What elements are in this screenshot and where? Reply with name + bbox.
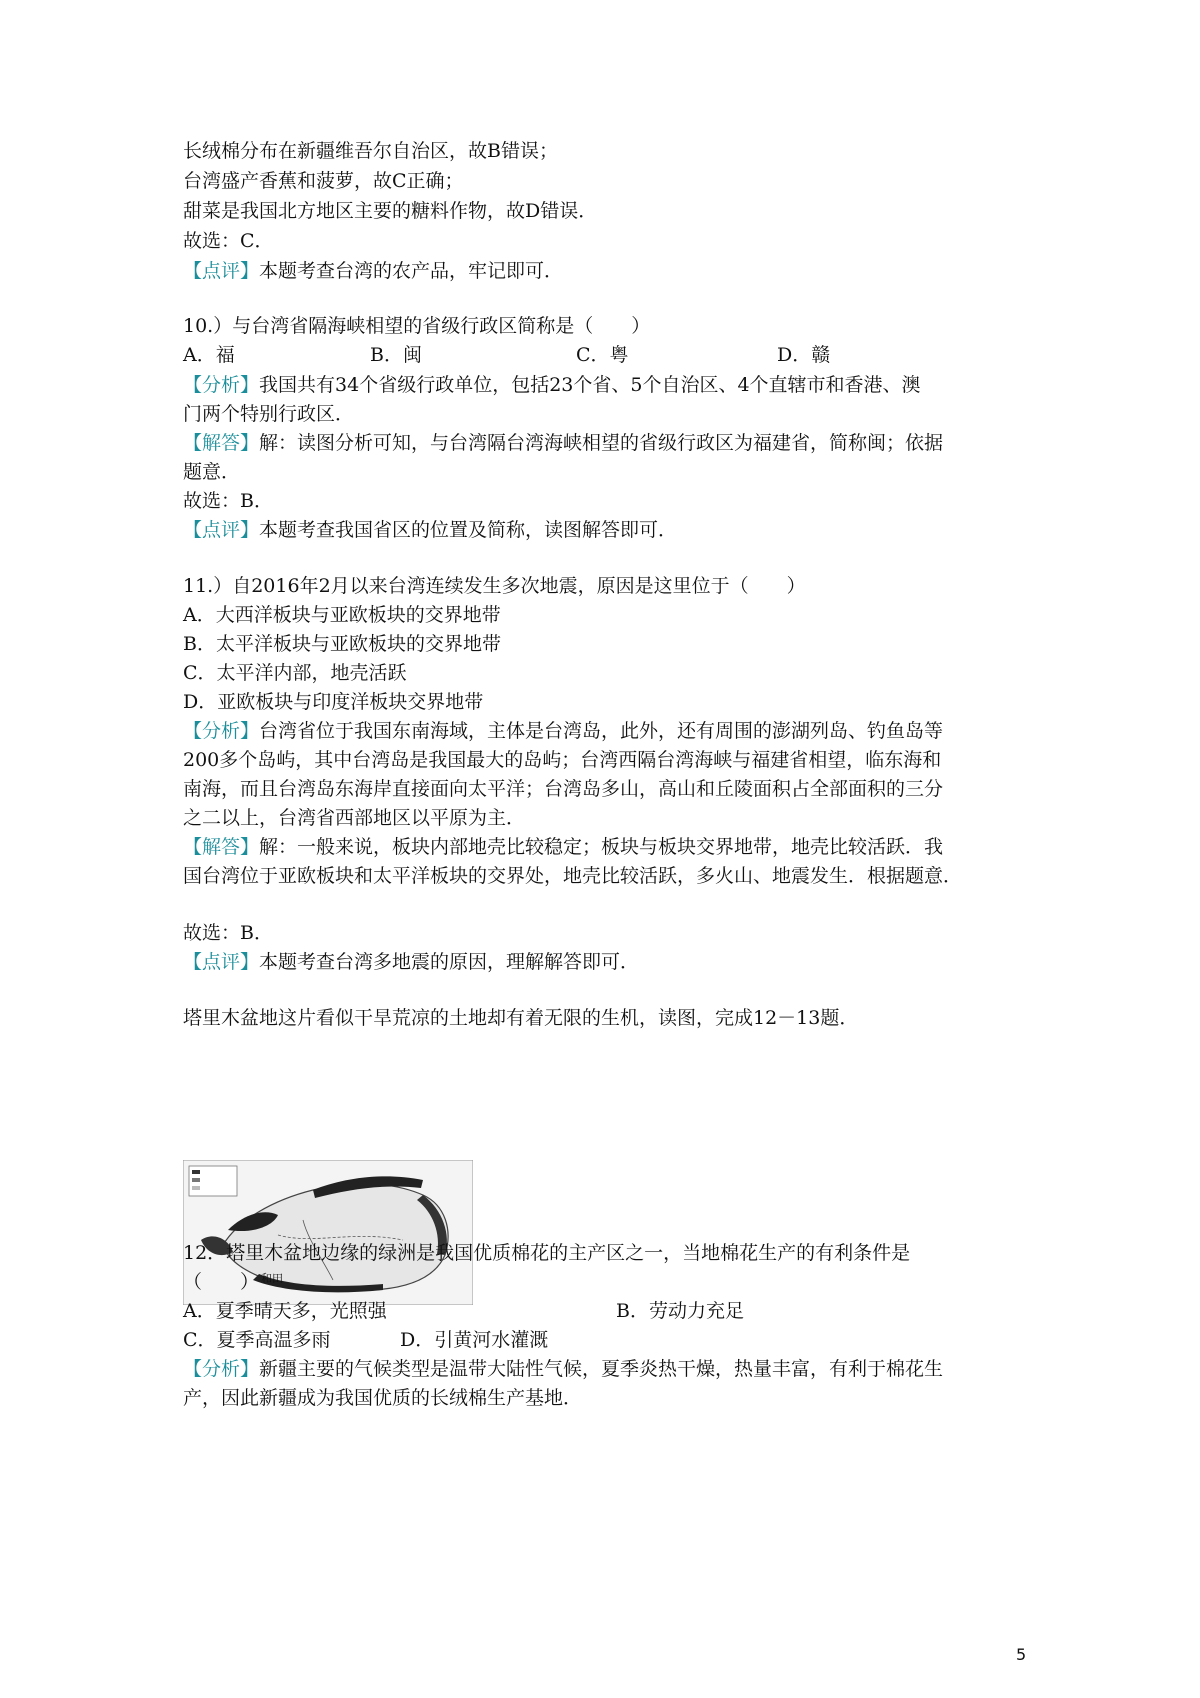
- q11-option-a: A．大西洋板块与亚欧板块的交界地带: [183, 604, 501, 626]
- map-label-hotan: 和田: [261, 1272, 283, 1285]
- q12-option-a: A．夏季晴天多，光照强: [183, 1300, 387, 1322]
- solution-tag: 【解答】: [183, 432, 260, 454]
- q10-option-c: C．粤: [576, 344, 629, 366]
- q12-option-b: B．劳动力充足: [616, 1300, 744, 1322]
- q10-stem: 10.）与台湾省隔海峡相望的省级行政区简称是（ ）: [183, 315, 651, 337]
- q10-analysis-2: 门两个特别行政区．: [183, 403, 355, 425]
- analysis-tag: 【分析】: [183, 1358, 260, 1380]
- q11-solution-1: [183, 834, 943, 860]
- prev-line-2: 台湾盛产香蕉和菠萝，故C正确；: [183, 170, 464, 192]
- page-number: 5: [1016, 1645, 1027, 1664]
- analysis-text: 台湾省位于我国东南海域，主体是台湾岛，此外，还有周围的澎湖列岛、钓鱼岛等: [259, 720, 944, 742]
- q12-analysis-1: [183, 1356, 943, 1382]
- review-text: 本题考查台湾的农产品，牢记即可．: [259, 260, 564, 282]
- prev-review: [183, 258, 563, 284]
- review-tag: 【点评】: [183, 260, 260, 282]
- q11-option-d: D．亚欧板块与印度洋板块交界地带: [183, 691, 484, 713]
- q11-option-c: C．太平洋内部，地壳活跃: [183, 662, 407, 684]
- section-intro: 塔里木盆地这片看似干旱荒凉的土地却有着无限的生机，读图，完成12－13题．: [183, 1007, 859, 1029]
- analysis-tag: 【分析】: [183, 720, 260, 742]
- q11-analysis-1: [183, 718, 943, 744]
- solution-text: 解：读图分析可知，与台湾隔台湾海峡相望的省级行政区为福建省，简称闽；依据: [259, 432, 944, 454]
- q11-answer: 故选：B．: [183, 922, 273, 944]
- q10-solution-1: [183, 430, 943, 456]
- review-tag: 【点评】: [183, 951, 260, 973]
- q10-option-a: A．福: [183, 344, 235, 366]
- q11-option-b: B．太平洋板块与亚欧板块的交界地带: [183, 633, 501, 655]
- q11-analysis-4: 之二以上，台湾省西部地区以平原为主．: [183, 807, 526, 829]
- q11-review: [183, 949, 639, 975]
- q11-stem: 11.）自2016年2月以来台湾连续发生多次地震，原因是这里位于（ ）: [183, 575, 806, 597]
- prev-line-1: 长绒棉分布在新疆维吾尔自治区，故B错误；: [183, 140, 558, 162]
- q12-option-c: C．夏季高温多雨: [183, 1329, 331, 1351]
- q11-analysis-2: 200多个岛屿，其中台湾岛是我国最大的岛屿；台湾西隔台湾海峡与福建省相望，临东海和: [183, 749, 942, 771]
- solution-text: 解：一般来说，板块内部地壳比较稳定；板块与板块交界地带，地壳比较活跃．我: [259, 836, 944, 858]
- q10-option-b: B．闽: [370, 344, 422, 366]
- q10-review: [183, 517, 677, 543]
- review-text: 本题考查我国省区的位置及简称，读图解答即可．: [259, 519, 678, 541]
- solution-tag: 【解答】: [183, 836, 260, 858]
- prev-answer: 故选：C．: [183, 230, 274, 252]
- prev-line-3: 甜菜是我国北方地区主要的糖料作物，故D错误．: [183, 200, 598, 222]
- q10-option-d: D．赣: [777, 344, 831, 366]
- review-text: 本题考查台湾多地震的原因，理解解答即可．: [259, 951, 640, 973]
- q12-analysis-2: 产，因此新疆成为我国优质的长绒棉生产基地．: [183, 1387, 583, 1409]
- q10-answer: 故选：B．: [183, 490, 273, 512]
- review-tag: 【点评】: [183, 519, 260, 541]
- analysis-text: 新疆主要的气候类型是温带大陆性气候，夏季炎热干燥，热量丰富，有利于棉花生: [259, 1358, 944, 1380]
- q12-paren: （ ）: [183, 1271, 260, 1293]
- q10-solution-2: 题意．: [183, 461, 241, 483]
- q11-solution-2: 国台湾位于亚欧板块和太平洋板块的交界处，地壳比较活跃，多火山、地震发生．根据题意．: [183, 865, 963, 887]
- q12-option-d: D．引黄河水灌溉: [400, 1329, 549, 1351]
- analysis-tag: 【分析】: [183, 374, 260, 396]
- analysis-text: 我国共有34个省级行政单位，包括23个省、5个自治区、4个直辖市和香港、澳: [259, 374, 921, 396]
- q10-analysis-1: [183, 372, 921, 398]
- q12-stem: 12．塔里木盆地边缘的绿洲是我国优质棉花的主产区之一，当地棉花生产的有利条件是: [183, 1242, 911, 1264]
- q11-analysis-3: 南海，而且台湾岛东海岸直接面向太平洋；台湾岛多山，高山和丘陵面积占全部面积的三分: [183, 778, 944, 800]
